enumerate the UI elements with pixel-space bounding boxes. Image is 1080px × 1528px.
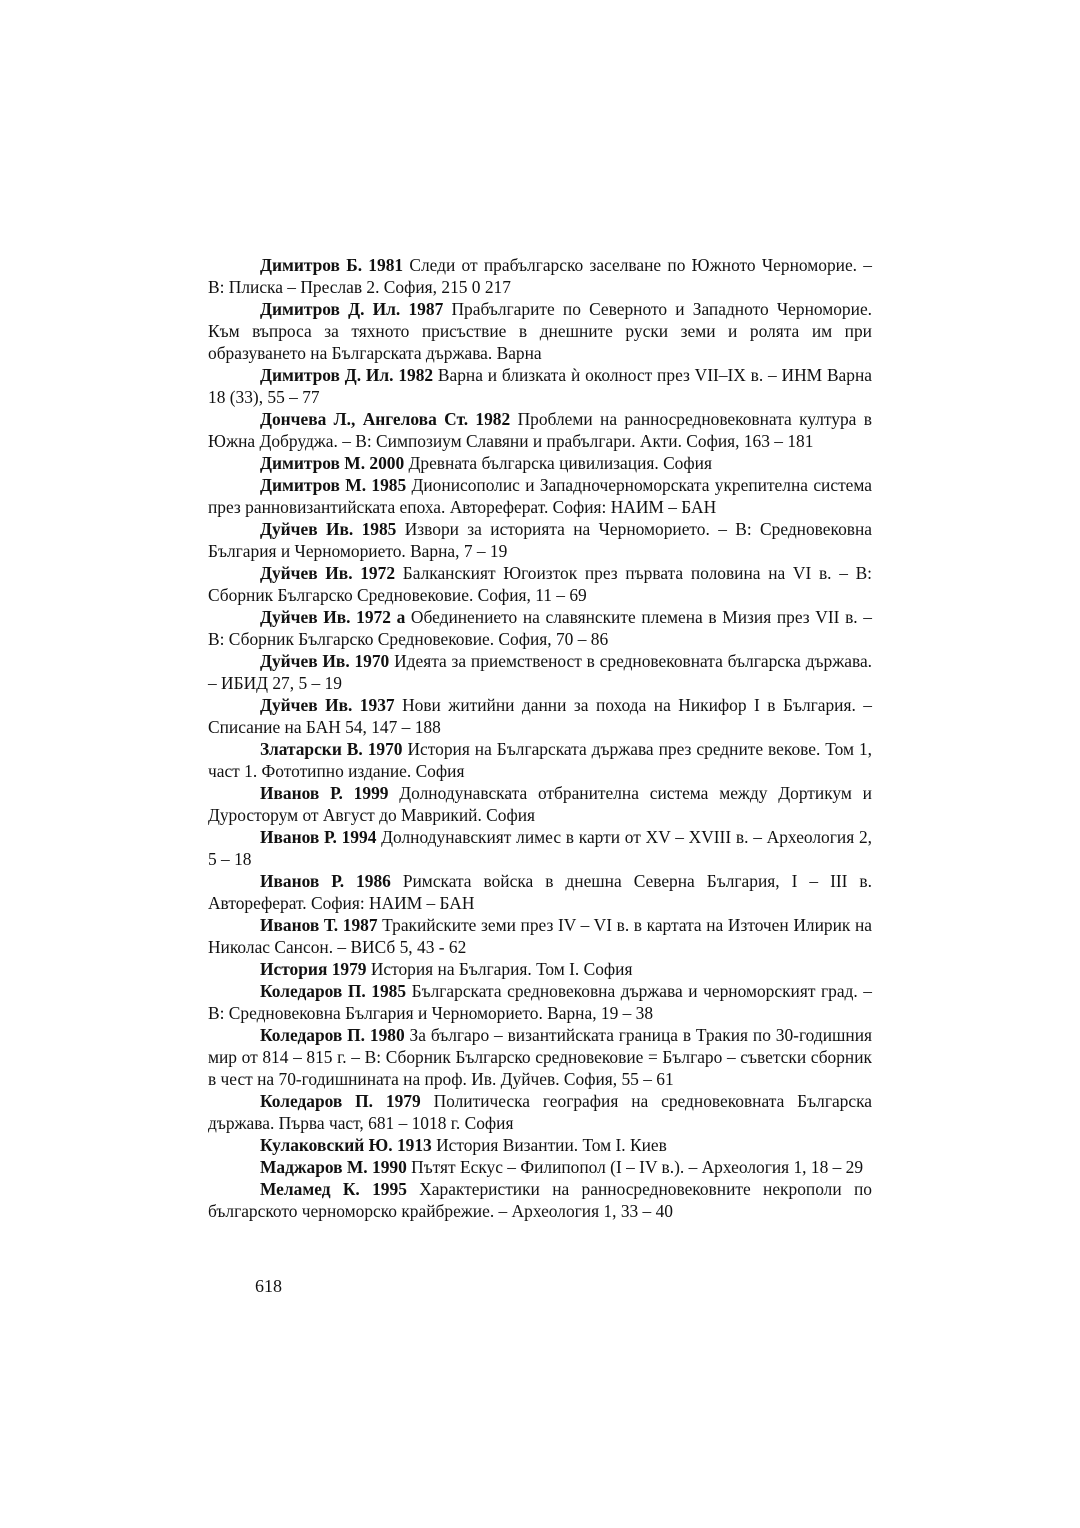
reference-author: Златарски В. 1970 (260, 739, 403, 759)
reference-author: Дончева Л., Ангелова Ст. 1982 (260, 409, 511, 429)
reference-author: Иванов Р. 1994 (260, 827, 377, 847)
reference-author: Дуйчев Ив. 1970 (260, 651, 390, 671)
reference-entry (208, 518, 872, 562)
reference-text: Варна и близката ѝ околност през VII–IX в. – ИНМ Варна 18 (33), 55 – 77 (208, 365, 872, 407)
reference-text: Дионисополис и Западночерноморската укрепителна система през ранновизантийската епоха. Автореферат. София: НАИМ – БАН (208, 475, 872, 517)
reference-entry (208, 980, 872, 1024)
reference-text: Древната българска цивилизация. София (404, 453, 712, 473)
reference-author: Дуйчев Ив. 1972 (260, 563, 396, 583)
reference-author: Кулаковский Ю. 1913 (260, 1135, 432, 1155)
reference-entry (208, 474, 872, 518)
reference-author: Димитров Б. 1981 (260, 255, 404, 275)
reference-author: Коледаров П. 1979 (260, 1091, 421, 1111)
reference-entry (208, 1178, 872, 1222)
reference-author: История 1979 (260, 959, 367, 979)
reference-text: Долнодунавският лимес в карти от XV – XVIII в. – Археология 2, 5 – 18 (208, 827, 872, 869)
reference-author: Дуйчев Ив. 1937 (260, 695, 395, 715)
reference-entry (208, 1156, 872, 1178)
reference-text: Политическа география на средновековната Българска държава. Първа част, 681 – 1018 г. София (208, 1091, 872, 1133)
reference-author: Димитров Д. Ил. 1982 (260, 365, 434, 385)
reference-entry (208, 694, 872, 738)
reference-author: Димитров М. 2000 (260, 453, 405, 473)
reference-author: Димитров М. 1985 (260, 475, 407, 495)
reference-entry (208, 562, 872, 606)
reference-text: Обединението на славянските племена в Мизия през VII в. – В: Сборник Българско Средновековие. София, 70 – 86 (208, 607, 872, 649)
reference-text: Проблеми на ранносредновековната култура в Южна Добруджа. – В: Симпозиум Славяни и прабългари. Акти. София, 163 – 181 (208, 409, 872, 451)
reference-entry (208, 958, 872, 980)
reference-author: Дуйчев Ив. 1985 (260, 519, 397, 539)
reference-author: Меламед К. 1995 (260, 1179, 407, 1199)
reference-text: История на Българската държава през средните векове. Том 1, част 1. Фототипно издание. София (208, 739, 872, 781)
reference-text: Тракийските земи през IV – VI в. в картата на Източен Илирик на Николас Сансон. – ВИСб 5, 43 - 62 (208, 915, 872, 957)
reference-text: Долнодунавската отбранителна система между Дортикум и Дуросторум от Август до Маврикий. София (208, 783, 872, 825)
page-number: 618 (255, 1276, 282, 1296)
reference-author: Димитров Д. Ил. 1987 (260, 299, 444, 319)
reference-text: История Византии. Том I. Киев (431, 1135, 667, 1155)
reference-entry (208, 408, 872, 452)
reference-entry (208, 650, 872, 694)
reference-entry (208, 738, 872, 782)
reference-text: Нови житийни данни за похода на Никифор I в България. – Списание на БАН 54, 147 – 188 (208, 695, 872, 737)
reference-entry (208, 606, 872, 650)
reference-entry (208, 782, 872, 826)
reference-entry (208, 1134, 872, 1156)
reference-text: Римската войска в днешна Северна България, I – III в. Автореферат. София: НАИМ – БАН (208, 871, 872, 913)
reference-entry (208, 870, 872, 914)
reference-text: Балканският Югоизток през първата половина на VI в. – В: Сборник Българско Средновековие. София, 11 – 69 (208, 563, 873, 605)
reference-text: Извори за историята на Черноморието. – В: Средновековна България и Черноморието. Варна, 7 – 19 (208, 519, 873, 561)
reference-list (208, 254, 872, 1222)
reference-text: История на България. Том I. София (366, 959, 633, 979)
reference-author: Дуйчев Ив. 1972 а (260, 607, 406, 627)
reference-entry (208, 254, 872, 298)
reference-entry (208, 364, 872, 408)
reference-author: Маджаров М. 1990 (260, 1157, 407, 1177)
reference-author: Коледаров П. 1980 (260, 1025, 405, 1045)
reference-author: Иванов Т. 1987 (260, 915, 378, 935)
reference-text: Идеята за приемственост в средновековната българска държава. – ИБИД 27, 5 – 19 (208, 651, 873, 693)
reference-entry (208, 298, 872, 364)
reference-text: За българо – византийската граница в Тракия по 30-годишния мир от 814 – 815 г. – В: Сборник Българско средновековие = Българо – съветски сборник в чест на 70-годишнината на проф. Ив. Дуйчев. София, 55 – 61 (208, 1025, 873, 1089)
reference-entry (208, 1090, 872, 1134)
reference-text: Характеристики на ранносредновековните некрополи по българското черноморско крайбрежие. – Археология 1, 33 – 40 (208, 1179, 872, 1221)
reference-text: Българската средновековна държава и черноморският град. – В: Средновековна България и Черноморието. Варна, 19 – 38 (208, 981, 873, 1023)
reference-text: Прабългарите по Северното и Западното Черноморие. Към въпроса за тяхното присъствие в днешните руски земи и ролята им при образуването на Българската държава. Варна (208, 299, 873, 363)
reference-author: Коледаров П. 1985 (260, 981, 407, 1001)
reference-entry (208, 452, 872, 474)
reference-entry (208, 914, 872, 958)
reference-entry (208, 1024, 872, 1090)
reference-text: Следи от прабългарско заселване по Южното Черноморие. – В: Плиска – Преслав 2. София, 215 0 217 (208, 255, 872, 297)
reference-author: Иванов Р. 1999 (260, 783, 389, 803)
reference-entry (208, 826, 872, 870)
reference-text: Пътят Ескус – Филипопол (I – IV в.). – Археология 1, 18 – 29 (406, 1157, 864, 1177)
reference-author: Иванов Р. 1986 (260, 871, 391, 891)
